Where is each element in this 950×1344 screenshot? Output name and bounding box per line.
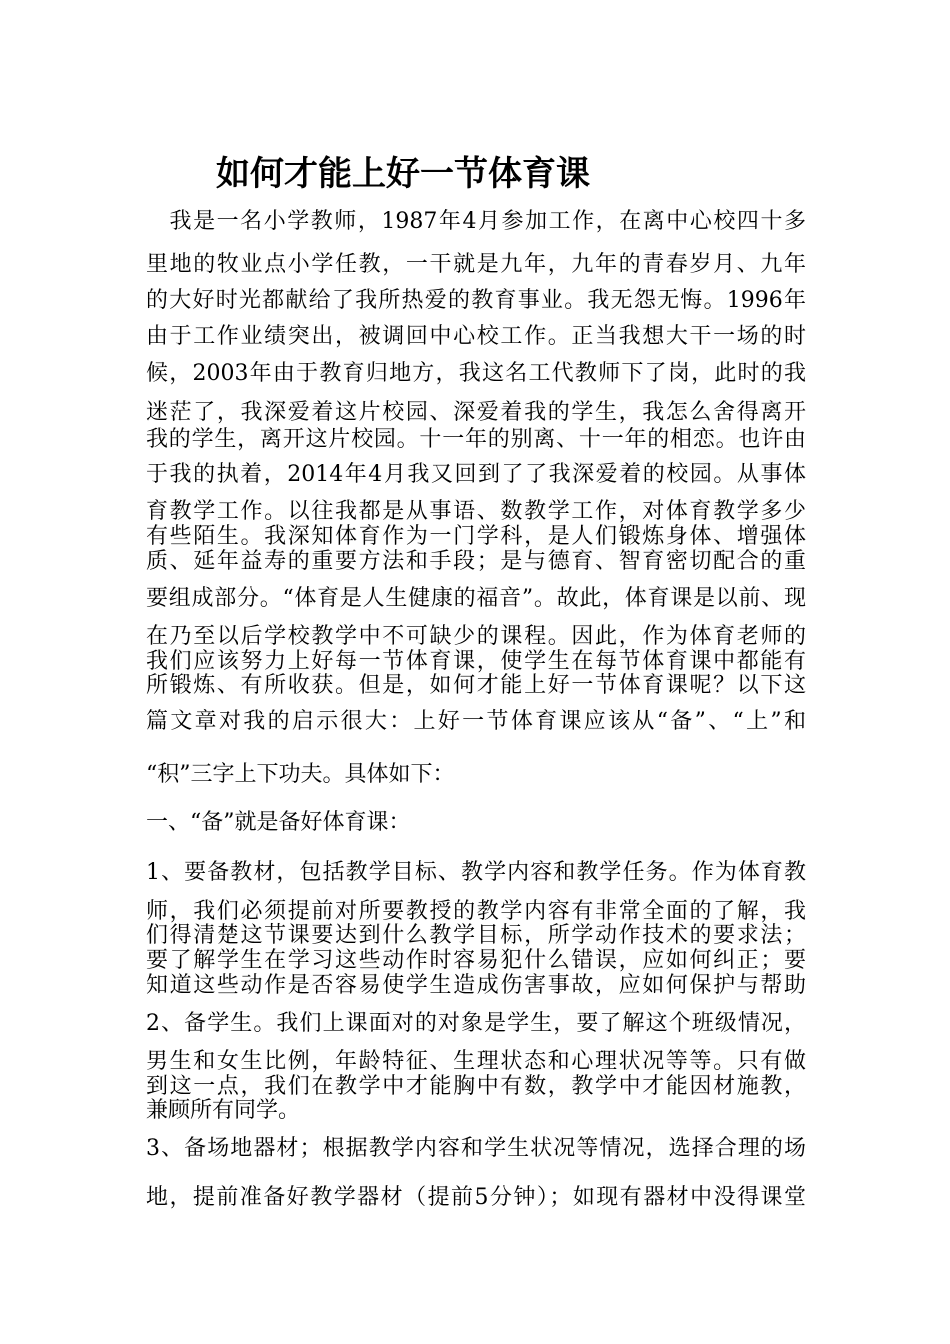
body-text-line: 3、备场地器材；根据教学内容和学生状况等情况，选择合理的场 xyxy=(146,1136,806,1161)
body-text-line: 兼顾所有同学。 xyxy=(146,1098,301,1123)
body-text-line: 知道这些动作是否容易使学生造成伤害事故，应如何保护与帮助 xyxy=(146,973,806,998)
body-text-line: 们得清楚这节课要达到什么教学目标，所学动作技术的要求法； xyxy=(146,923,806,948)
body-text-line: “积”三字上下功夫。具体如下： xyxy=(146,762,455,787)
body-text-line: 育教学工作。以往我都是从事语、数教学工作，对体育教学多少 xyxy=(146,499,806,524)
body-text-line: 男生和女生比例，年龄特征、生理状态和心理状况等等。只有做 xyxy=(146,1049,806,1074)
body-text-line: 到这一点，我们在教学中才能胸中有数，教学中才能因材施教， xyxy=(146,1074,806,1099)
body-text-line: 有些陌生。我深知体育作为一门学科，是人们锻炼身体、增强体 xyxy=(146,524,806,549)
body-text-line: 里地的牧业点小学任教，一干就是九年，九年的青春岁月、九年 xyxy=(146,252,806,277)
body-text-line: 篇文章对我的启示很大：上好一节体育课应该从“备”、“上”和 xyxy=(146,709,806,734)
body-text-line: 2、备学生。我们上课面对的对象是学生，要了解这个班级情况， xyxy=(146,1011,806,1036)
body-text-line: 由于工作业绩突出，被调回中心校工作。正当我想大干一场的时 xyxy=(146,324,806,349)
body-text-line: 在乃至以后学校教学中不可缺少的课程。因此，作为体育老师的 xyxy=(146,624,806,649)
body-text-line: 师，我们必须提前对所要教授的教学内容有非常全面的了解，我 xyxy=(146,899,806,924)
body-text-line: 质、延年益寿的重要方法和手段；是与德育、智育密切配合的重 xyxy=(146,549,806,574)
body-text-line: 要组成部分。“体育是人生健康的福音”。故此，体育课是以前、现 xyxy=(146,586,806,611)
body-text-line: 我是一名小学教师，1987年4月参加工作，在离中心校四十多 xyxy=(146,209,806,234)
body-text-line: 我们应该努力上好每一节体育课，使学生在每节体育课中都能有 xyxy=(146,649,806,674)
body-text-line: 迷茫了，我深爱着这片校园、深爱着我的学生，我怎么舍得离开 xyxy=(146,400,806,425)
body-text-line: 地，提前准备好教学器材（提前5分钟）；如现有器材中没得课堂 xyxy=(146,1185,806,1210)
body-text-line: 一、“备”就是备好体育课： xyxy=(146,810,411,835)
body-text-line: 我的学生，离开这片校园。十一年的别离、十一年的相恋。也许由 xyxy=(146,427,806,452)
body-text-line: 所锻炼、有所收获。但是，如何才能上好一节体育课呢？以下这 xyxy=(146,673,806,698)
body-text-line: 候，2003年由于教育归地方，我这名工代教师下了岗，此时的我 xyxy=(146,361,806,386)
body-text-line: 要了解学生在学习这些动作时容易犯什么错误，应如何纠正；要 xyxy=(146,948,806,973)
body-text-line: 的大好时光都献给了我所热爱的教育事业。我无怨无悔。1996年 xyxy=(146,288,806,313)
body-text-line: 1、要备教材，包括教学目标、教学内容和教学任务。作为体育教 xyxy=(146,860,806,885)
body-text-line: 于我的执着，2014年4月我又回到了了我深爱着的校园。从事体 xyxy=(146,462,806,487)
document-title: 如何才能上好一节体育课 xyxy=(216,154,590,194)
